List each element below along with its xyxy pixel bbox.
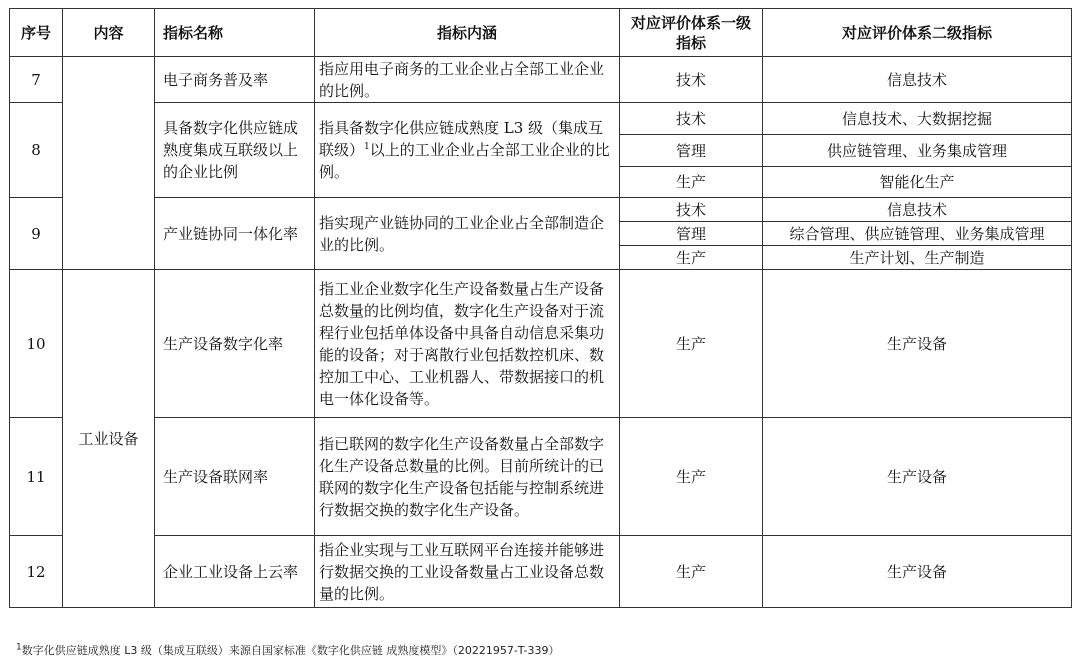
header-meaning: 指标内涵 <box>315 9 620 57</box>
level2-cell: 信息技术 <box>763 198 1072 222</box>
indicator-name: 电子商务普及率 <box>155 57 315 103</box>
header-level2: 对应评价体系二级指标 <box>763 9 1072 57</box>
table-row <box>10 418 1072 536</box>
indicator-name: 产业链协同一体化率 <box>155 198 315 270</box>
row-num: 12 <box>10 536 63 608</box>
meaning-text: 指具备数字化供应链成熟度 L3 级（集成互联级） <box>319 119 604 159</box>
row-num: 8 <box>10 103 63 198</box>
indicator-name: 生产设备联网率 <box>155 418 315 536</box>
footnote-marker: 1 <box>16 642 22 653</box>
row-num: 9 <box>10 198 63 270</box>
level2-cell: 生产设备 <box>763 418 1072 536</box>
row-num: 7 <box>10 57 63 103</box>
row-num: 11 <box>10 418 63 536</box>
footnote-ref: 1 <box>364 142 370 152</box>
level2-cell: 生产设备 <box>763 536 1072 608</box>
indicator-meaning: 指应用电子商务的工业企业占全部工业企业的比例。 <box>315 57 620 103</box>
header-num: 序号 <box>10 9 63 57</box>
level2-cell: 信息技术 <box>763 57 1072 103</box>
level1-cell: 生产 <box>620 536 763 608</box>
table-row <box>10 57 1072 103</box>
table-row <box>10 198 1072 222</box>
header-name: 指标名称 <box>155 9 315 57</box>
level1-cell: 生产 <box>620 270 763 418</box>
table-row <box>10 103 1072 135</box>
footnote-text: 数字化供应链成熟度 L3 级（集成互联级）来源自国家标准《数字化供应链 成熟度模型》（20221957-T-339） <box>21 644 560 657</box>
level1-cell: 生产 <box>620 418 763 536</box>
level2-cell: 供应链管理、业务集成管理 <box>763 135 1072 167</box>
level2-cell: 信息技术、大数据挖掘 <box>763 103 1072 135</box>
header-content: 内容 <box>63 9 155 57</box>
table-row <box>10 270 1072 418</box>
row-num: 10 <box>10 270 63 418</box>
indicator-meaning: 指实现产业链协同的工业企业占全部制造企业的比例。 <box>315 198 620 270</box>
content-group-1 <box>63 57 155 270</box>
level2-cell: 智能化生产 <box>763 167 1072 198</box>
table-row <box>10 536 1072 608</box>
level1-cell: 生产 <box>620 167 763 198</box>
indicator-meaning: 指企业实现与工业互联网平台连接并能够进行数据交换的工业设备数量占工业设备总数量的比例。 <box>315 536 620 608</box>
footnote <box>16 642 559 658</box>
level1-cell: 技术 <box>620 198 763 222</box>
level1-cell: 管理 <box>620 135 763 167</box>
level1-cell: 管理 <box>620 222 763 246</box>
indicator-name: 生产设备数字化率 <box>155 270 315 418</box>
level2-cell: 生产设备 <box>763 270 1072 418</box>
level1-cell: 技术 <box>620 103 763 135</box>
level1-cell: 技术 <box>620 57 763 103</box>
indicator-name: 企业工业设备上云率 <box>155 536 315 608</box>
header-level1: 对应评价体系一级指标 <box>620 9 763 57</box>
level2-cell: 综合管理、供应链管理、业务集成管理 <box>763 222 1072 246</box>
indicator-meaning <box>315 103 620 198</box>
indicator-meaning: 指已联网的数字化生产设备数量占全部数字化生产设备总数量的比例。目前所统计的已联网的数字化生产设备包括能与控制系统进行数据交换的数字化生产设备。 <box>315 418 620 536</box>
indicator-meaning: 指工业企业数字化生产设备数量占生产设备总数量的比例均值，数字化生产设备对于流程行业包括单体设备中具备自动信息采集功能的设备；对于离散行业包括数控机床、数控加工中心、工业机器人、带数据接口的机电一体化设备等。 <box>315 270 620 418</box>
meaning-text: 以上的工业企业占全部工业企业的比例。 <box>319 141 610 181</box>
content-group-2: 工业设备 <box>63 270 155 608</box>
level2-cell: 生产计划、生产制造 <box>763 246 1072 270</box>
header-row <box>10 9 1072 57</box>
indicator-table <box>9 8 1072 608</box>
indicator-name: 具备数字化供应链成熟度集成互联级以上的企业比例 <box>155 103 315 198</box>
level1-cell: 生产 <box>620 246 763 270</box>
